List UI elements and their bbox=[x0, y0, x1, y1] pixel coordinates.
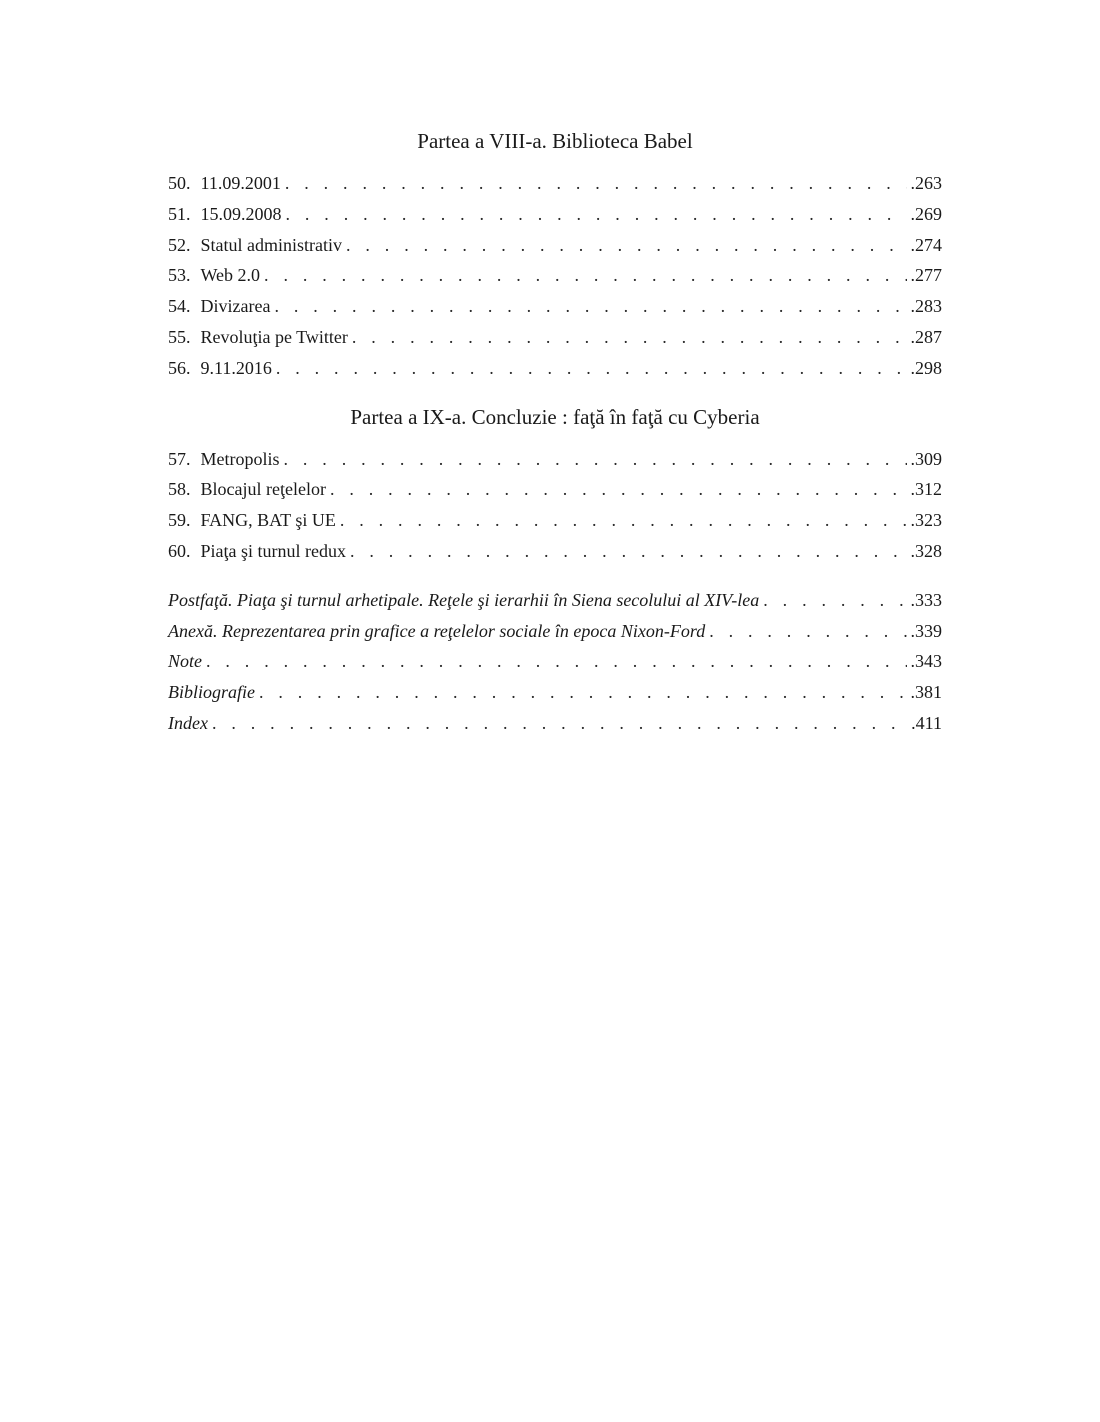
dot-leader bbox=[285, 168, 907, 199]
back-matter-entries bbox=[168, 585, 942, 739]
entry-page: . 298 bbox=[911, 353, 943, 384]
dot-leader bbox=[340, 505, 907, 536]
toc-entry bbox=[168, 505, 942, 536]
toc-entry bbox=[168, 353, 942, 384]
dot-leader bbox=[276, 353, 907, 384]
toc-entry bbox=[168, 474, 942, 505]
entry-number: 50. bbox=[168, 173, 191, 193]
part-9-heading: Partea a IX-a. Concluzie : faţă în faţă cu Cyberia bbox=[350, 404, 760, 429]
entry-title: Postfaţă. Piaţa şi turnul arhetipale. Reţele şi ierarhii în Siena secolului al XIV-lea bbox=[168, 589, 760, 610]
entry-title: Metropolis bbox=[200, 448, 280, 469]
toc-entry-postfata bbox=[168, 585, 942, 616]
entry-page: . 328 bbox=[911, 536, 943, 567]
dot-leader bbox=[763, 585, 906, 616]
dot-leader bbox=[264, 260, 906, 291]
toc-entry bbox=[168, 322, 942, 353]
entry-number: 51. bbox=[168, 203, 191, 224]
toc-content bbox=[168, 124, 942, 739]
entry-title: Revoluţia pe Twitter bbox=[200, 326, 348, 347]
entry-number: 58. bbox=[168, 479, 191, 500]
entry-page: . 323 bbox=[911, 505, 943, 536]
entry-title: Bibliografie bbox=[168, 682, 255, 703]
dot-leader bbox=[346, 230, 907, 261]
toc-entry-bibliografie bbox=[168, 677, 942, 708]
toc-entry bbox=[168, 199, 942, 230]
dot-leader bbox=[212, 708, 907, 739]
entry-page: . 274 bbox=[911, 230, 943, 261]
entry-number: 57. bbox=[168, 448, 191, 469]
toc-entry-index bbox=[168, 708, 942, 739]
toc-entry bbox=[168, 536, 942, 567]
toc-entry bbox=[168, 444, 942, 475]
part-8-entries bbox=[168, 168, 942, 384]
entry-title: Index bbox=[168, 712, 208, 733]
dot-leader bbox=[259, 677, 907, 708]
entry-page: . 287 bbox=[911, 322, 943, 353]
dot-leader bbox=[350, 536, 907, 567]
entry-page: . 343 bbox=[911, 646, 943, 677]
toc-entry bbox=[168, 168, 942, 199]
toc-entry bbox=[168, 230, 942, 261]
entry-number: 53. bbox=[168, 265, 191, 286]
dot-leader bbox=[352, 322, 907, 353]
entry-title: Anexă. Reprezentarea prin grafice a reţelelor sociale în epoca Nixon-Ford bbox=[168, 620, 706, 641]
toc-entry-anexa bbox=[168, 616, 942, 647]
dot-leader bbox=[274, 291, 906, 322]
entry-number: 54. bbox=[168, 296, 191, 317]
entry-page: . 411 bbox=[911, 708, 942, 739]
entry-page: . 263 bbox=[911, 168, 943, 199]
entry-number: 55. bbox=[168, 326, 191, 347]
entry-title: Blocajul reţelelor bbox=[200, 479, 326, 500]
entry-title: 15.09.2008 bbox=[200, 203, 282, 224]
entry-page: . 277 bbox=[911, 260, 943, 291]
entry-number: 59. bbox=[168, 510, 191, 531]
dot-leader bbox=[330, 474, 907, 505]
dot-leader bbox=[709, 616, 906, 647]
entry-title: Statul administrativ bbox=[200, 234, 342, 255]
entry-page: . 312 bbox=[911, 474, 943, 505]
dot-leader bbox=[284, 444, 907, 475]
entry-title: 9.11.2016 bbox=[200, 357, 272, 378]
dot-leader bbox=[286, 199, 907, 230]
entry-title: Web 2.0 bbox=[200, 265, 261, 286]
entry-title: FANG, BAT şi UE bbox=[200, 510, 336, 531]
entry-title: Piaţa şi turnul redux bbox=[200, 540, 346, 561]
entry-page: . 309 bbox=[911, 444, 943, 475]
entry-number: 56. bbox=[168, 357, 191, 378]
part-8-heading: Partea a VIII-a. Biblioteca Babel bbox=[417, 129, 693, 153]
toc-entry bbox=[168, 291, 942, 322]
toc-entry bbox=[168, 260, 942, 291]
entry-number: 52. bbox=[168, 234, 191, 255]
entry-page: . 381 bbox=[911, 677, 943, 708]
entry-number: 60. bbox=[168, 540, 191, 561]
toc-entry-note bbox=[168, 646, 942, 677]
entry-title: 11.09.2001 bbox=[200, 173, 281, 193]
dot-leader bbox=[206, 646, 907, 677]
entry-page: . 333 bbox=[911, 585, 943, 616]
entry-page: . 283 bbox=[911, 291, 943, 322]
entry-title: Divizarea bbox=[200, 296, 271, 317]
entry-page: . 339 bbox=[911, 616, 943, 647]
part-9-entries bbox=[168, 444, 942, 567]
entry-title: Note bbox=[168, 651, 202, 672]
entry-page: . 269 bbox=[911, 199, 943, 230]
